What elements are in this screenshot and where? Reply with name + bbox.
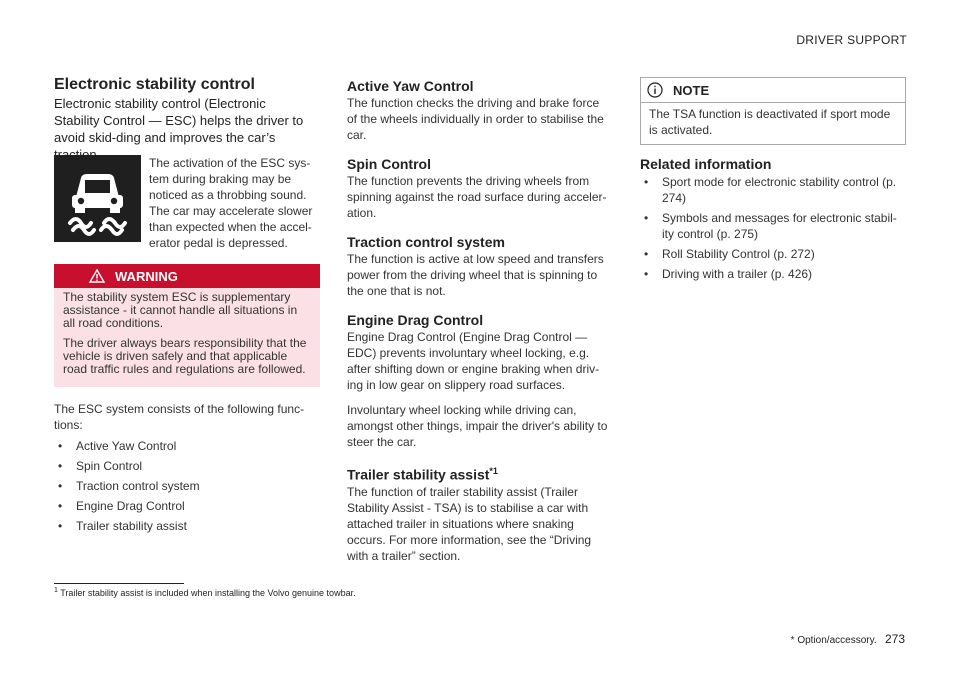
related-link[interactable]: • Sport mode for electronic stability control (p. 274) [644,175,897,205]
note-box [640,77,906,145]
esc-activation-text: The activation of the ESC sys-tem during braking may be noticed as a throbbing sound. The car may accelerate slower than expected when the accel-erator pedal is depressed. [149,156,313,250]
related-info-heading: Related information [640,156,772,172]
list-item: • Traction control system [58,479,200,493]
bullet: • [644,211,649,225]
page-footer [791,632,905,646]
page-number: 273 [884,632,905,646]
list-item: • Engine Drag Control [58,499,185,513]
bullet: • [58,459,63,473]
info-icon [647,82,663,98]
related-link[interactable]: • Driving with a trailer (p. 426) [644,267,813,281]
list-item: • Spin Control [58,459,143,473]
warning-text-2: The driver always bears responsibility that the vehicle is driven safely and that applicable road traffic rules and regulations are followed. [63,336,307,376]
warning-text-1: The stability system ESC is supplementary assistance - it cannot handle all situations in all road conditions. [63,290,298,330]
footnote-text: Trailer stability assist is included when installing the Volvo genuine towbar. [60,588,356,598]
related-link[interactable]: • Symbols and messages for electronic stabil-ity control (p. 275) [644,211,897,241]
warning-header [54,264,320,288]
section-header: DRIVER SUPPORT [796,33,907,47]
warning-label: WARNING [115,269,178,284]
spin-control-text: The function prevents the driving wheels from spinning against the road surface during acceler-ation. [347,174,607,220]
bullet: • [644,247,649,261]
related-links [640,174,902,286]
footnote-divider [54,583,184,584]
footnote-number: 1 [54,587,58,594]
engine-drag-text-2: Involuntary wheel locking while driving can, amongst other things, impair the driver's ability to steer the car. [347,403,608,449]
bullet: • [644,175,649,189]
intro-text: Electronic stability control (Electronic Stability Control — ESC) helps the driver to avoid skid-ding and improves the car’s [54,96,304,145]
engine-drag-text-1: Engine Drag Control (Engine Drag Control — EDC) prevents involuntary wheel locking, e.g. after shifting down or engine braking when driv-ing in low gear on slippery road surfaces. [347,330,600,392]
function-list [54,438,312,538]
column-2 [347,78,610,564]
section-heading-trailer-stability: Trailer stability assist$^{*1}$ [347,466,498,483]
option-note: * Option/accessory. [790,635,877,646]
bullet: • [58,479,63,493]
active-yaw-text: The function checks the driving and brake force of the wheels individually in order to stabilise the car. [347,96,604,142]
bullet: • [58,439,63,453]
warning-box [54,264,320,387]
consists-text: The ESC system consists of the following func-tions: [54,402,305,432]
note-label: NOTE [673,83,710,98]
section-heading-traction-control: Traction control system [347,234,505,250]
warning-triangle-icon [89,269,105,283]
traction-control-text: The function is active at low speed and transfers power from the driving wheel that is spinning to the one that is not. [347,252,604,298]
note-header [641,78,905,103]
page-title: Electronic stability control [54,76,255,93]
bullet: • [58,499,63,513]
bullet: • [58,519,63,533]
trailer-stability-text: The function of trailer stability assist (Trailer Stability Assist - TSA) is to stabilise a car with attached trailer in situations where snaking occurs. For more information, see the “Driving with a trailer” section. [347,484,592,563]
bullet: • [644,267,649,281]
list-item: • Trailer stability assist [58,519,187,533]
note-text: The TSA function is deactivated if sport mode is activated. [649,107,891,137]
footnote-marker: *1 [489,466,498,476]
section-heading-spin-control: Spin Control [347,156,431,172]
footnote [54,587,356,598]
related-link[interactable]: • Roll Stability Control (p. 272) [644,247,815,261]
section-heading-engine-drag: Engine Drag Control [347,312,484,328]
esc-symbol-icon [54,155,141,242]
list-item: • Active Yaw Control [58,439,177,453]
section-heading-active-yaw: Active Yaw Control [347,78,474,94]
